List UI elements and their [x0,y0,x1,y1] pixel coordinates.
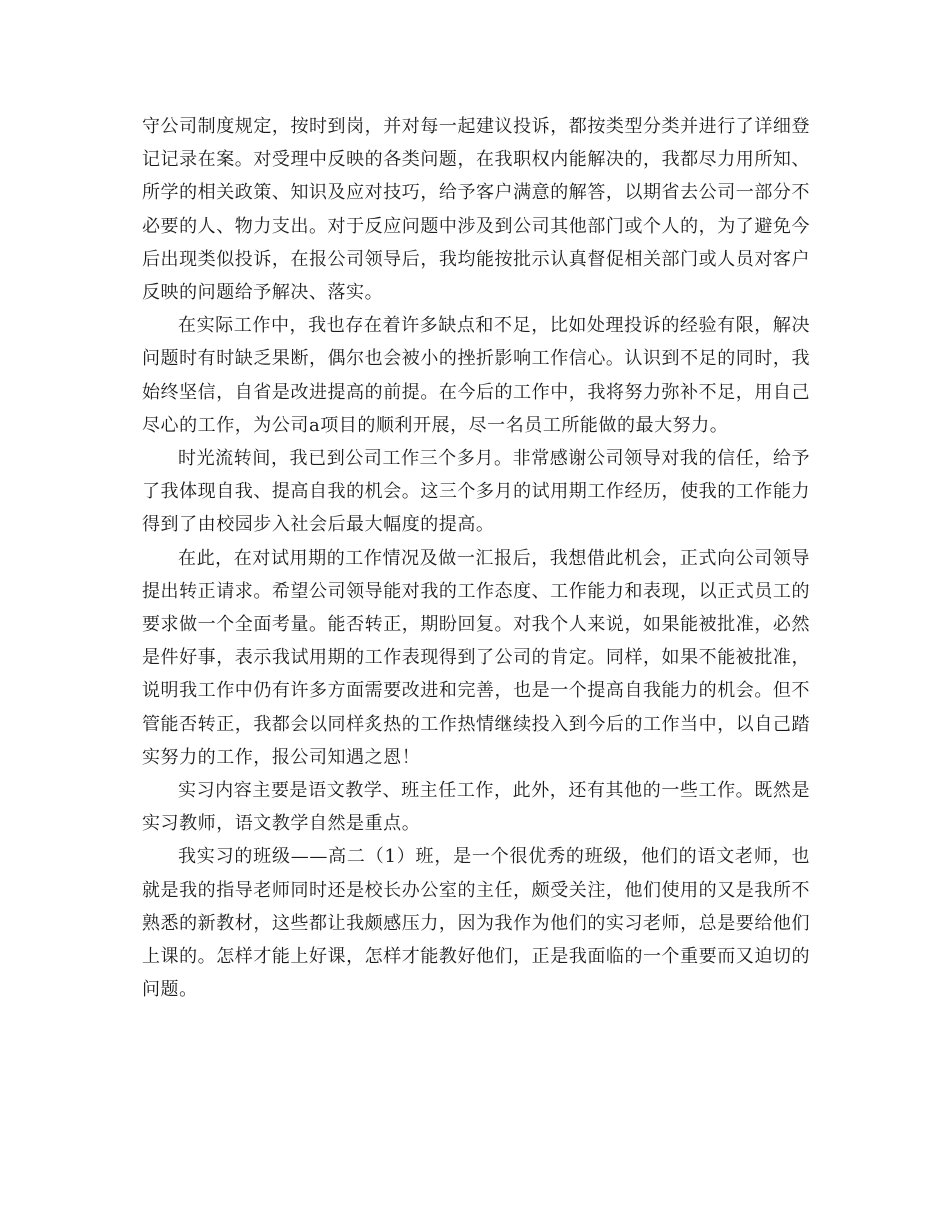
paragraph-3: 时光流转间，我已到公司工作三个多月。非常感谢公司领导对我的信任，给予了我体现自我、提高自我的机会。这三个多月的试用期工作经历，使我的工作能力得到了由校园步入社会后最大幅度的提高。 [142,448,810,536]
paragraph-4: 在此，在对试用期的工作情况及做一汇报后，我想借此机会，正式向公司领导提出转正请求。希望公司领导能对我的工作态度、工作能力和表现，以正式员工的要求做一个全面考量。能否转正，期盼回复。对我个人来说，如果能被批准，必然是件好事，表示我试用期的工作表现得到了公司的肯定。同样，如果不能被批准，说明我工作中仍有许多方面需要改进和完善，也是一个提高自我能力的机会。但不管能否转正，我都会以同样炙热的工作热情继续投入到今后的工作当中，以自己踏实努力的工作，报公司知遇之恩！ [142,547,810,768]
paragraph-2: 在实际工作中，我也存在着许多缺点和不足，比如处理投诉的经验有限，解决问题时有时缺乏果断，偶尔也会被小的挫折影响工作信心。认识到不足的同时，我始终坚信，自省是改进提高的前提。在今后的工作中，我将努力弥补不足，用自己尽心的工作，为公司a项目的顺利开展，尽一名员工所能做的最大努力。 [142,315,810,436]
paragraph-6: 我实习的班级——高二（1）班，是一个很优秀的班级，他们的语文老师，也就是我的指导老师同时还是校长办公室的主任，颇受关注，他们使用的又是我所不熟悉的新教材，这些都让我颇感压力，因为我作为他们的实习老师，总是要给他们上课的。怎样才能上好课，怎样才能教好他们，正是我面临的一个重要而又迫切的问题。 [142,846,810,1001]
paragraph-5: 实习内容主要是语文教学、班主任工作，此外，还有其他的一些工作。既然是实习教师，语文教学自然是重点。 [142,780,810,835]
document-body [142,110,810,1006]
paragraph-1: 守公司制度规定，按时到岗，并对每一起建议投诉，都按类型分类并进行了详细登记记录在案。对受理中反映的各类问题，在我职权内能解决的，我都尽力用所知、所学的相关政策、知识及应对技巧，给予客户满意的解答，以期省去公司一部分不必要的人、物力支出。对于反应问题中涉及到公司其他部门或个人的，为了避免今后出现类似投诉，在报公司领导后，我均能按批示认真督促相关部门或人员对客户反映的问题给予解决、落实。 [142,116,810,304]
